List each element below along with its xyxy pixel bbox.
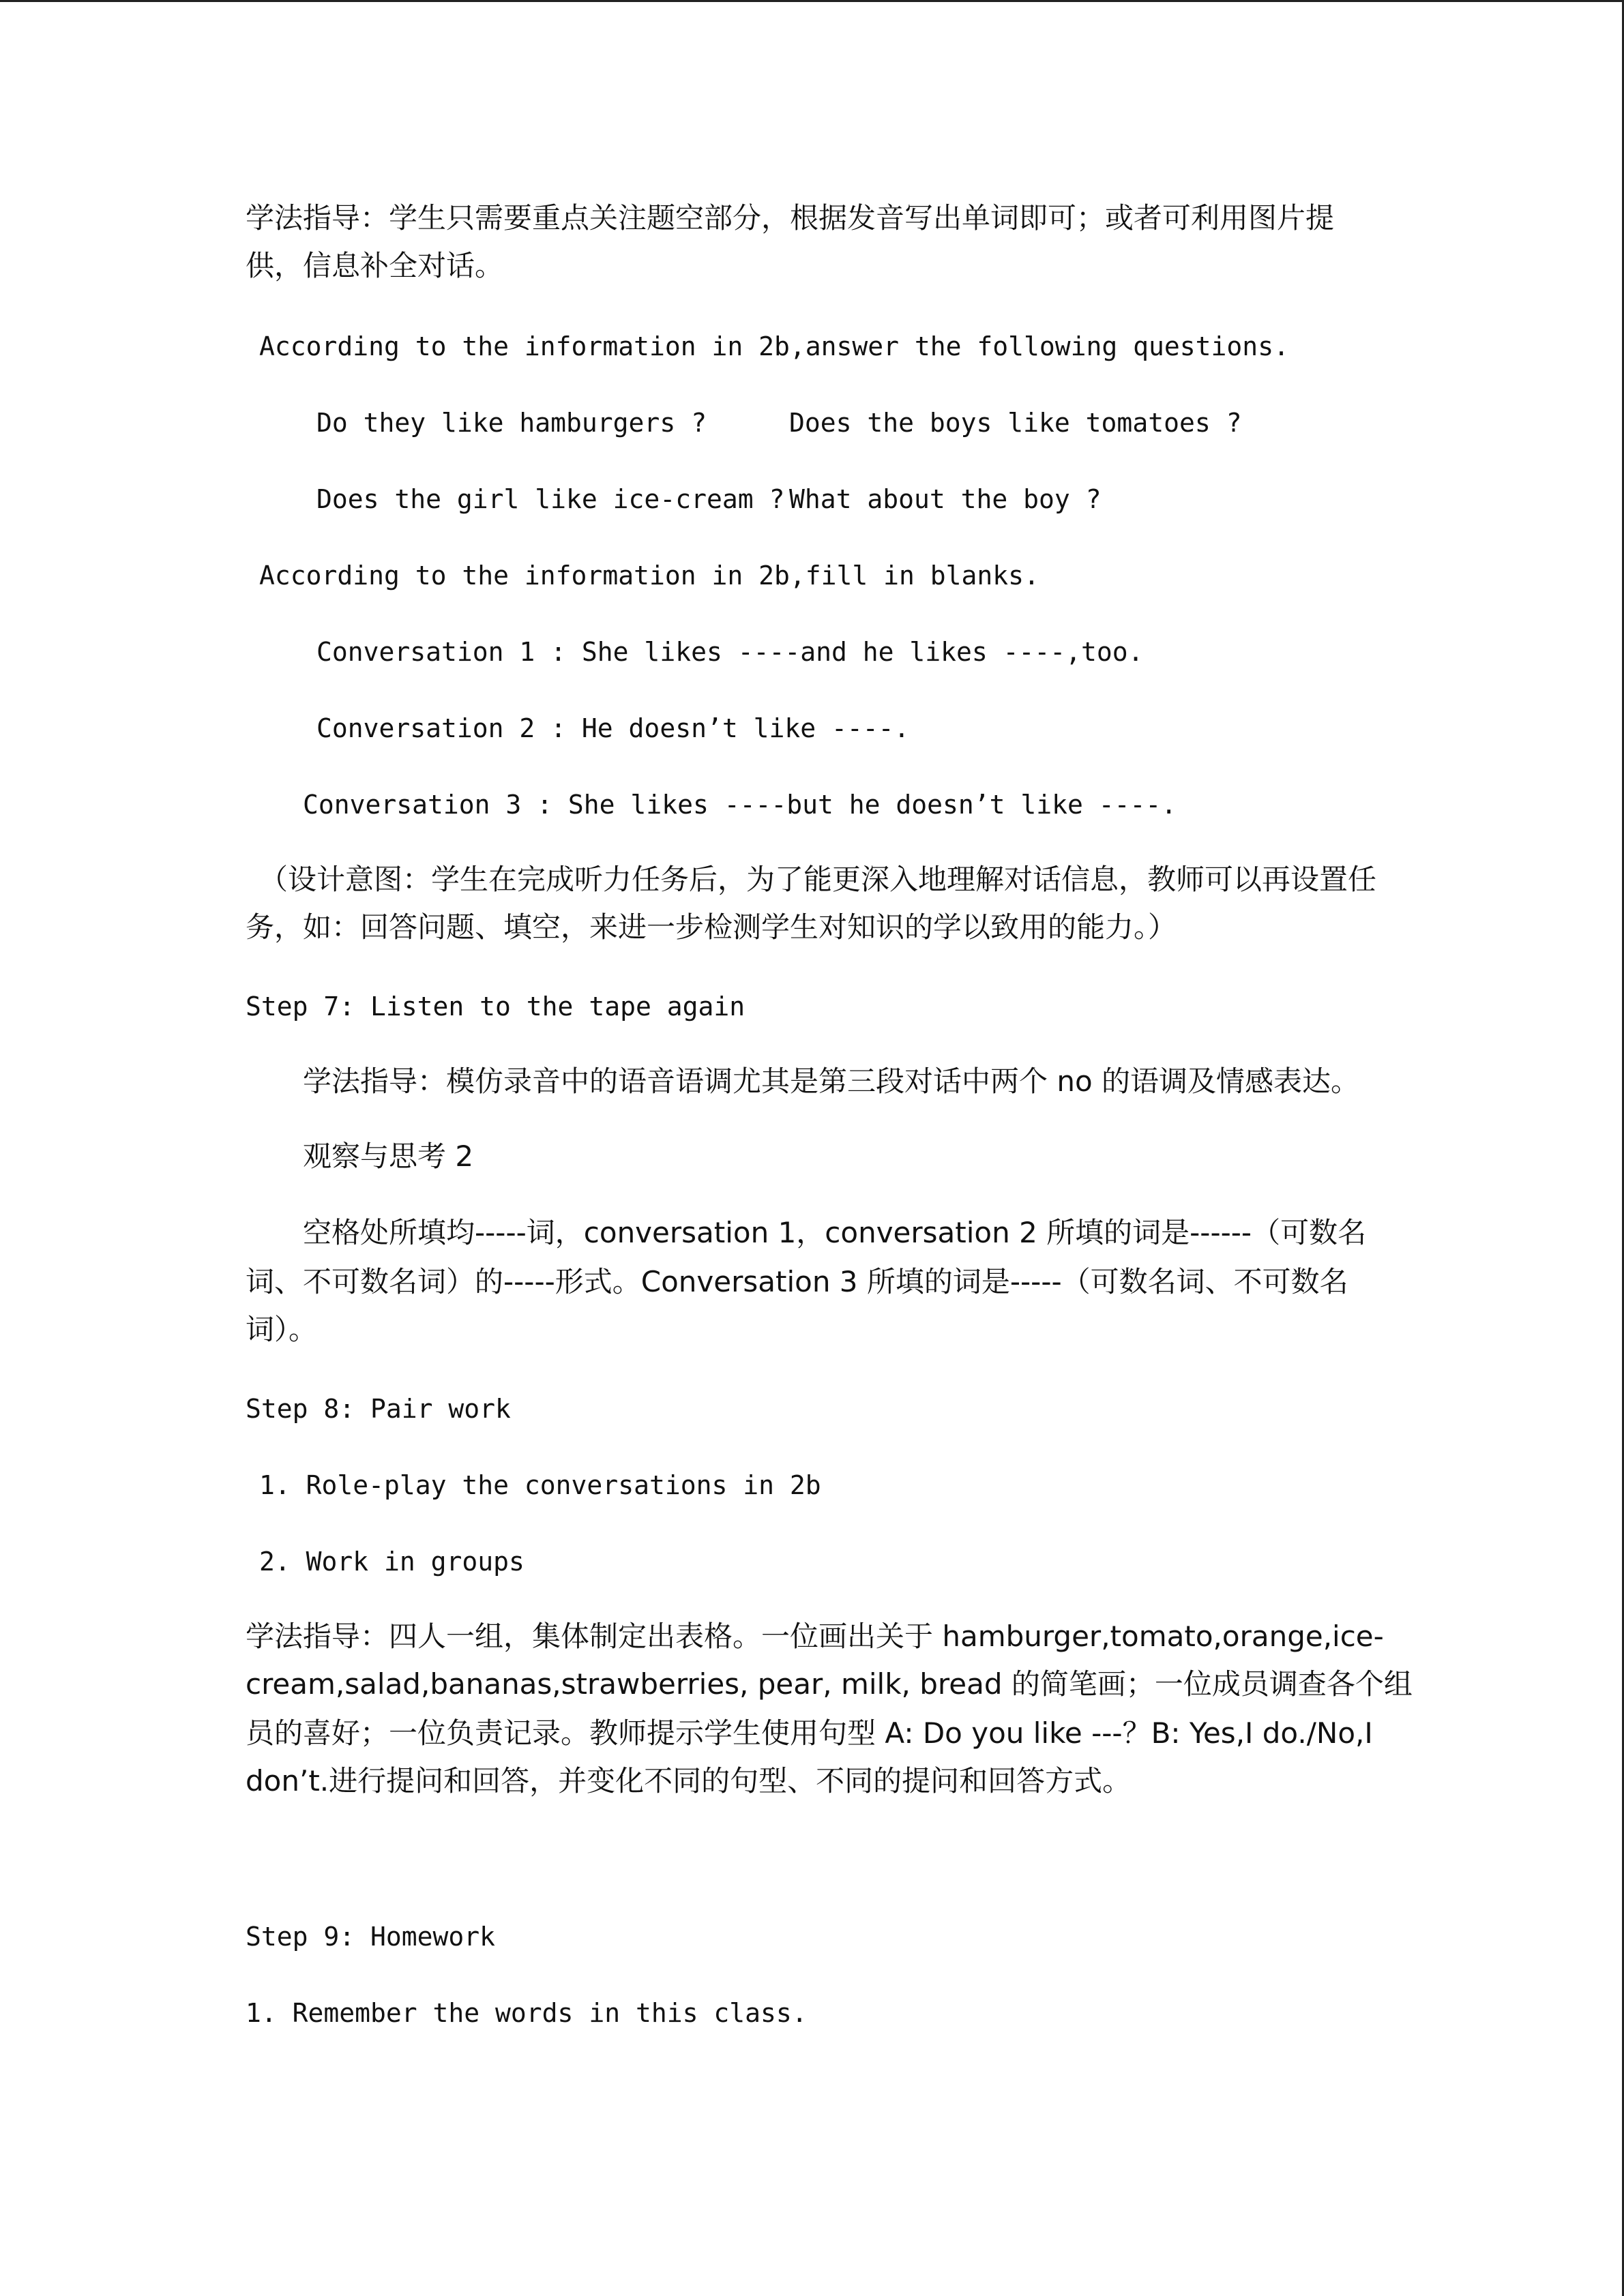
design-intent-line-2: 务，如：回答问题、填空，来进一步检测学生对知识的学以致用的能力。）	[246, 910, 1177, 944]
step-8-item-1: 1. Role-play the conversations in 2b	[259, 1470, 821, 1500]
observe-paragraph-line-3: 词）。	[246, 1313, 318, 1346]
question-hamburgers: Do they like hamburgers ?	[316, 408, 707, 438]
design-intent-line-1: （设计意图：学生在完成听力任务后，为了能更深入地理解对话信息，教师可以再设置任	[259, 863, 1377, 896]
observe-paragraph-line-1: 空格处所填均-----词，conversation 1，conversation 2 所填的词是------（可数名	[303, 1216, 1367, 1249]
homework-item-1: 1. Remember the words in this class.	[246, 1998, 808, 2028]
method-guide-line-2: 供，信息补全对话。	[246, 249, 504, 282]
group-work-guide-line-2: cream,salad,bananas,strawberries, pear, milk, bread 的简笔画；一位成员调查各个组	[246, 1667, 1413, 1701]
step-7-heading: Step 7: Listen to the tape again	[246, 992, 745, 1022]
observe-think-heading: 观察与思考 2	[303, 1139, 474, 1173]
group-work-guide-line-4: don’t.进行提问和回答，并变化不同的句型、不同的提问和回答方式。	[246, 1764, 1132, 1798]
method-guide-line-1: 学法指导：学生只需要重点关注题空部分，根据发音写出单词即可；或者可利用图片提	[246, 201, 1335, 235]
instruction-fill-blanks: According to the information in 2b,fill in blanks.	[259, 561, 1039, 591]
page-border-top	[0, 0, 1624, 2]
conversation-1-blank: Conversation 1 : She likes ----and he likes ----,too.	[316, 637, 1144, 667]
question-tomatoes: Does the boys like tomatoes ?	[789, 408, 1242, 438]
group-work-guide-line-1: 学法指导：四人一组，集体制定出表格。一位画出关于 hamburger,tomato,orange,ice-	[246, 1620, 1384, 1653]
observe-paragraph-line-2: 词、不可数名词）的-----形式。Conversation 3 所填的词是-----（可数名词、不可数名	[246, 1265, 1348, 1298]
step-8-item-2: 2. Work in groups	[259, 1547, 525, 1577]
question-ice-cream: Does the girl like ice-cream ?	[316, 484, 785, 514]
question-boy: What about the boy ?	[789, 484, 1102, 514]
group-work-guide-line-3: 员的喜好；一位负责记录。教师提示学生使用句型 A: Do you like ---？B: Yes,I do./No,I	[246, 1716, 1373, 1750]
conversation-3-blank: Conversation 3 : She likes ----but he doesn’t like ----.	[303, 790, 1177, 820]
conversation-2-blank: Conversation 2 : He doesn’t like ----.	[316, 713, 910, 743]
step-9-heading: Step 9: Homework	[246, 1922, 496, 1952]
instruction-answer-questions: According to the information in 2b,answer the following questions.	[259, 331, 1289, 361]
method-guide-step-7: 学法指导：模仿录音中的语音语调尤其是第三段对话中两个 no 的语调及情感表达。	[303, 1064, 1360, 1098]
step-8-heading: Step 8: Pair work	[246, 1394, 511, 1424]
